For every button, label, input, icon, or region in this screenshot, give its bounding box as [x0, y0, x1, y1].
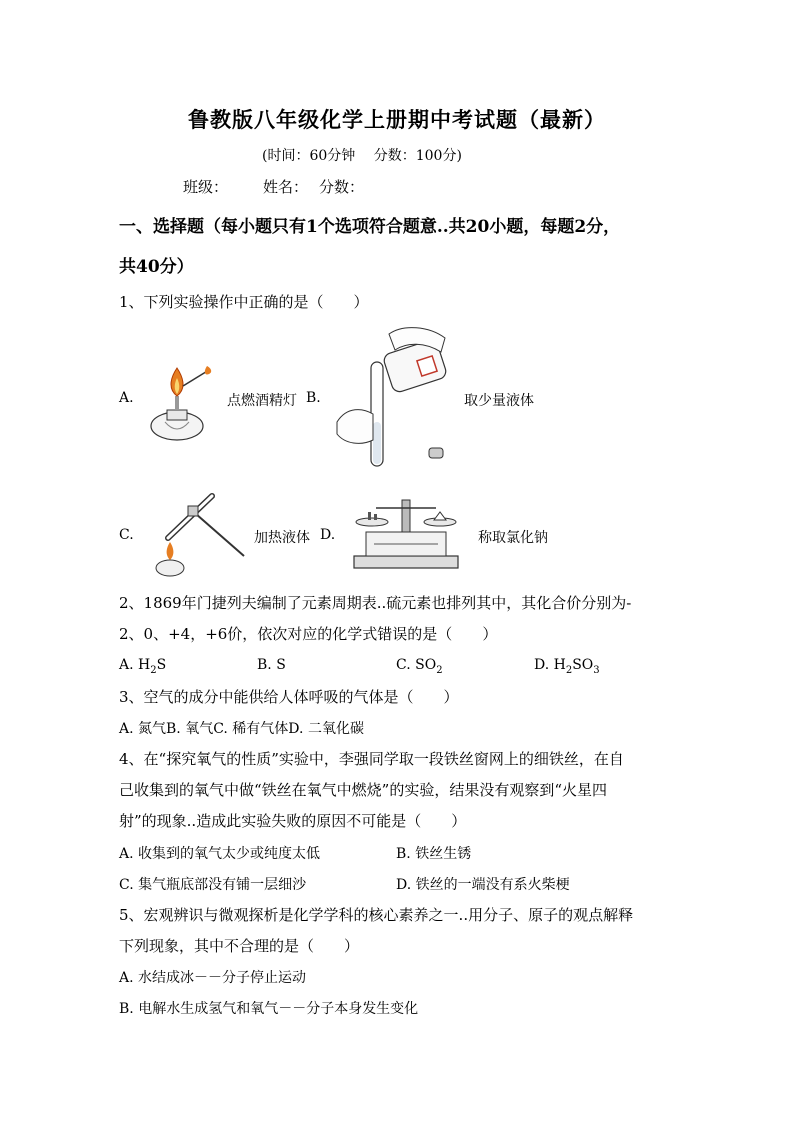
- question-2-stem-line2: 2、0、+4，+6价，依次对应的化学式错误的是（ ）: [119, 625, 498, 643]
- question-5-stem-line2: 下列现象，其中不合理的是（ ）: [119, 937, 360, 955]
- question-4-stem-line3: 射”的现象..造成此实验失败的原因不可能是（ ）: [119, 812, 467, 830]
- q4-option-d: D. 铁丝的一端没有系火柴梗: [396, 877, 570, 893]
- q2-option-b: B. S: [257, 657, 286, 673]
- q2-option-a: A. $H_2S$: [119, 657, 167, 676]
- balance-scale-image: [350, 494, 462, 574]
- question-4-stem-line2: 己收集到的氧气中做“铁丝在氧气中燃烧”的实验，结果没有观察到“火星四: [119, 781, 608, 799]
- score-label: 分数：: [319, 178, 365, 196]
- q1-option-a-label: A.: [119, 390, 134, 406]
- q5-option-a: A. 水结成冰－－分子停止运动: [119, 970, 307, 986]
- question-1-stem: 1、下列实验操作中正确的是（ ）: [119, 293, 369, 311]
- q3-options: A. 氮气B. 氧气C. 稀有气体D. 二氧化碳: [119, 721, 364, 737]
- question-2-stem-line1: 2、1869年门捷列夫编制了元素周期表..硫元素也排列其中，其化合价分别为-: [119, 594, 632, 612]
- q1-option-d-label: D.: [320, 527, 336, 543]
- q1-option-b-text: 取少量液体: [464, 393, 534, 409]
- q2-option-d: D. $H_2SO_3$: [534, 657, 600, 676]
- q4-option-a: A. 收集到的氧气太少或纯度太低: [119, 846, 321, 862]
- q1-option-c-label: C.: [119, 527, 134, 543]
- heating-test-tube-image: [148, 490, 248, 582]
- q2-option-c: C. $SO_2$: [396, 657, 443, 676]
- alcohol-lamp-image: [145, 356, 215, 446]
- q4-option-b: B. 铁丝生锈: [396, 846, 472, 862]
- q1-option-a-text: 点燃酒精灯: [227, 393, 297, 409]
- time-score-info: (时间：60分钟 分数：100分): [262, 148, 462, 164]
- q4-option-c: C. 集气瓶底部没有铺一层细沙: [119, 877, 307, 893]
- pour-liquid-image: [333, 322, 463, 472]
- question-3-stem: 3、空气的成分中能供给人体呼吸的气体是（ ）: [119, 688, 459, 706]
- question-4-stem-line1: 4、在“探究氧气的性质”实验中，李强同学取一段铁丝窗网上的细铁丝，在自: [119, 750, 624, 768]
- name-label: 姓名：: [263, 178, 309, 196]
- q1-option-b-label: B.: [306, 390, 321, 406]
- section-heading-line2: 共40分）: [119, 257, 194, 277]
- section-heading-line1: 一、选择题（每小题只有1个选项符合题意..共20小题，每题2分，: [119, 217, 621, 237]
- q5-option-b: B. 电解水生成氢气和氧气－－分子本身发生变化: [119, 1001, 419, 1017]
- question-5-stem-line1: 5、宏观辨识与微观探析是化学学科的核心素养之一..用分子、原子的观点解释: [119, 906, 634, 924]
- page-title: 鲁教版八年级化学上册期中考试题（最新）: [188, 107, 606, 132]
- q1-option-d-text: 称取氯化钠: [478, 530, 548, 546]
- q1-option-c-text: 加热液体: [254, 530, 310, 546]
- class-label: 班级：: [183, 178, 229, 196]
